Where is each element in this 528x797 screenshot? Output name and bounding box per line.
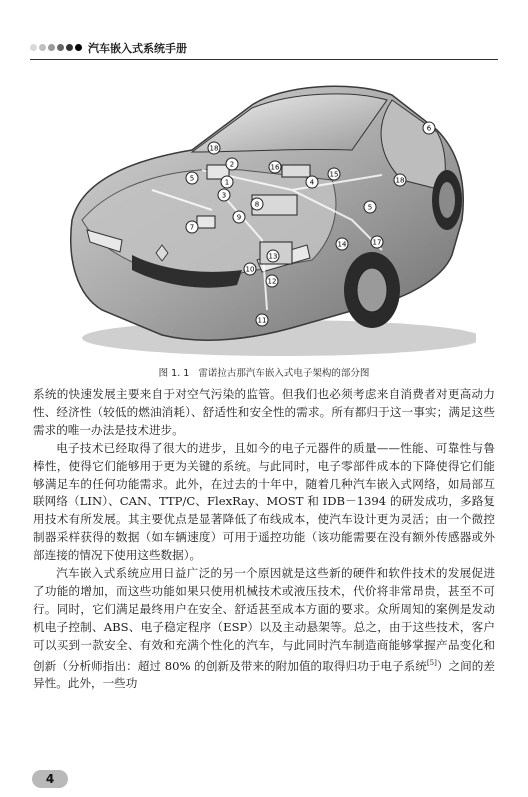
car-architecture-figure bbox=[52, 70, 476, 362]
callout-3 bbox=[218, 189, 230, 201]
callout-4 bbox=[306, 176, 318, 188]
callout-13 bbox=[267, 250, 279, 262]
running-header bbox=[30, 40, 498, 60]
callout-label: 2 bbox=[229, 160, 235, 169]
callout-9 bbox=[233, 211, 245, 223]
callout-label: 14 bbox=[337, 240, 347, 249]
body-text bbox=[33, 386, 495, 693]
callout-2 bbox=[226, 158, 238, 170]
callout-label: 18 bbox=[395, 176, 405, 185]
callout-label: 17 bbox=[372, 238, 382, 247]
figure-caption-number: 图 1. 1 bbox=[158, 368, 190, 379]
callout-label: 8 bbox=[254, 200, 260, 209]
header-dot bbox=[39, 44, 46, 51]
header-dot bbox=[48, 44, 55, 51]
car-rear-wheel-rim bbox=[439, 182, 455, 218]
callout-label: 16 bbox=[270, 163, 280, 172]
callout-label: 7 bbox=[189, 223, 195, 232]
callout-1 bbox=[221, 176, 233, 188]
callout-label: 6 bbox=[426, 124, 432, 133]
callout-label: 12 bbox=[267, 277, 277, 286]
header-dot bbox=[66, 44, 73, 51]
callout-label: 11 bbox=[257, 316, 267, 325]
callout-label: 15 bbox=[329, 170, 339, 179]
callout-15 bbox=[328, 168, 340, 180]
module-box bbox=[197, 216, 215, 228]
header-dots bbox=[30, 44, 82, 51]
paragraph-3-text-a: 汽车嵌入式系统应用日益广泛的另一个原因就是这些新的硬件和软件技术的发展促进了功能的增加，而这些功能如果只使用机械技术或液压技术，代价将非常昂贵，甚至不可行。同时，它们满足最终用户在安全、舒适甚至成本方面的要求。众所周知的案例是发动机电子控制、ABS、电子稳定程序（ESP）以及主动悬架等。总之，由于这些技术，客户可以买到一款安全、有效和充满个性化的汽车，与此同时汽车制造商能够掌握产品变化和创新（分析师指出：超过 80% 的创新及带来的附加值的取得归功于电子系统 bbox=[33, 566, 495, 673]
header-dot bbox=[57, 44, 64, 51]
callout-6 bbox=[423, 122, 435, 134]
callout-label: 10 bbox=[245, 265, 255, 274]
callout-label: 1 bbox=[224, 178, 230, 187]
callout-label: 5 bbox=[189, 174, 195, 183]
header-dot bbox=[30, 44, 37, 51]
figure-caption-text: 雷诺拉古那汽车嵌入式电子架构的部分图 bbox=[198, 368, 370, 379]
paragraph-3 bbox=[33, 565, 495, 693]
callout-label: 18 bbox=[209, 144, 219, 153]
callout-label: 4 bbox=[309, 178, 315, 187]
callout-5b bbox=[364, 201, 376, 213]
module-box bbox=[282, 165, 310, 177]
callout-11 bbox=[256, 314, 268, 326]
callout-10 bbox=[244, 263, 256, 275]
callout-8 bbox=[251, 198, 263, 210]
header-rule bbox=[30, 59, 498, 60]
car-front-wheel-rim bbox=[357, 268, 387, 312]
callout-5 bbox=[186, 172, 198, 184]
callout-14 bbox=[336, 238, 348, 250]
callout-label: 5 bbox=[367, 203, 373, 212]
callout-7 bbox=[186, 221, 198, 233]
callout-18 bbox=[208, 142, 220, 154]
callout-18b bbox=[394, 174, 406, 186]
header-dot bbox=[75, 44, 82, 51]
page-number: 4 bbox=[32, 770, 68, 788]
header-title: 汽车嵌入式系统手册 bbox=[88, 42, 187, 55]
citation-ref[interactable]: [5] bbox=[426, 658, 437, 667]
figure-caption bbox=[0, 365, 528, 379]
callout-17 bbox=[371, 236, 383, 248]
callout-16 bbox=[269, 161, 281, 173]
callout-label: 3 bbox=[221, 191, 227, 200]
callout-12 bbox=[266, 275, 278, 287]
paragraph-1: 系统的快速发展主要来自于对空气污染的监管。但我们也必须考虑来自消费者对更高动力性、经济性（较低的燃油消耗）、舒适性和安全性的需求。所有都归于这一事实；满足这些需求的唯一办法是技术进步。 bbox=[33, 387, 495, 437]
paragraph-2: 电子技术已经取得了很大的进步，且如今的电子元器件的质量——性能、可靠性与鲁棒性，使得它们能够用于更为关键的系统。与此同时，电子零部件成本的下降使得它们能够满足车的任何功能需求。此外，在过去的十年中，随着几种汽车嵌入式网络，如局部互联网络（LIN）、CAN、TTP/C、FlexRay、MOST 和 IDB－1394 的研发成功，多路复用技术有所发展。其主要优点是显著降低了布线成本，使汽车设计更为灵活；由一个微控制器采样获得的数据（如车辆速度）可用于遥控功能（该功能需要在没有额外传感器或外部连接的情况下使用这些数据）。 bbox=[33, 440, 495, 563]
callout-label: 9 bbox=[236, 213, 242, 222]
callout-label: 13 bbox=[268, 252, 278, 261]
paragraph-3-text-b: ）之间的差异性。此外，一些功 bbox=[33, 658, 495, 691]
